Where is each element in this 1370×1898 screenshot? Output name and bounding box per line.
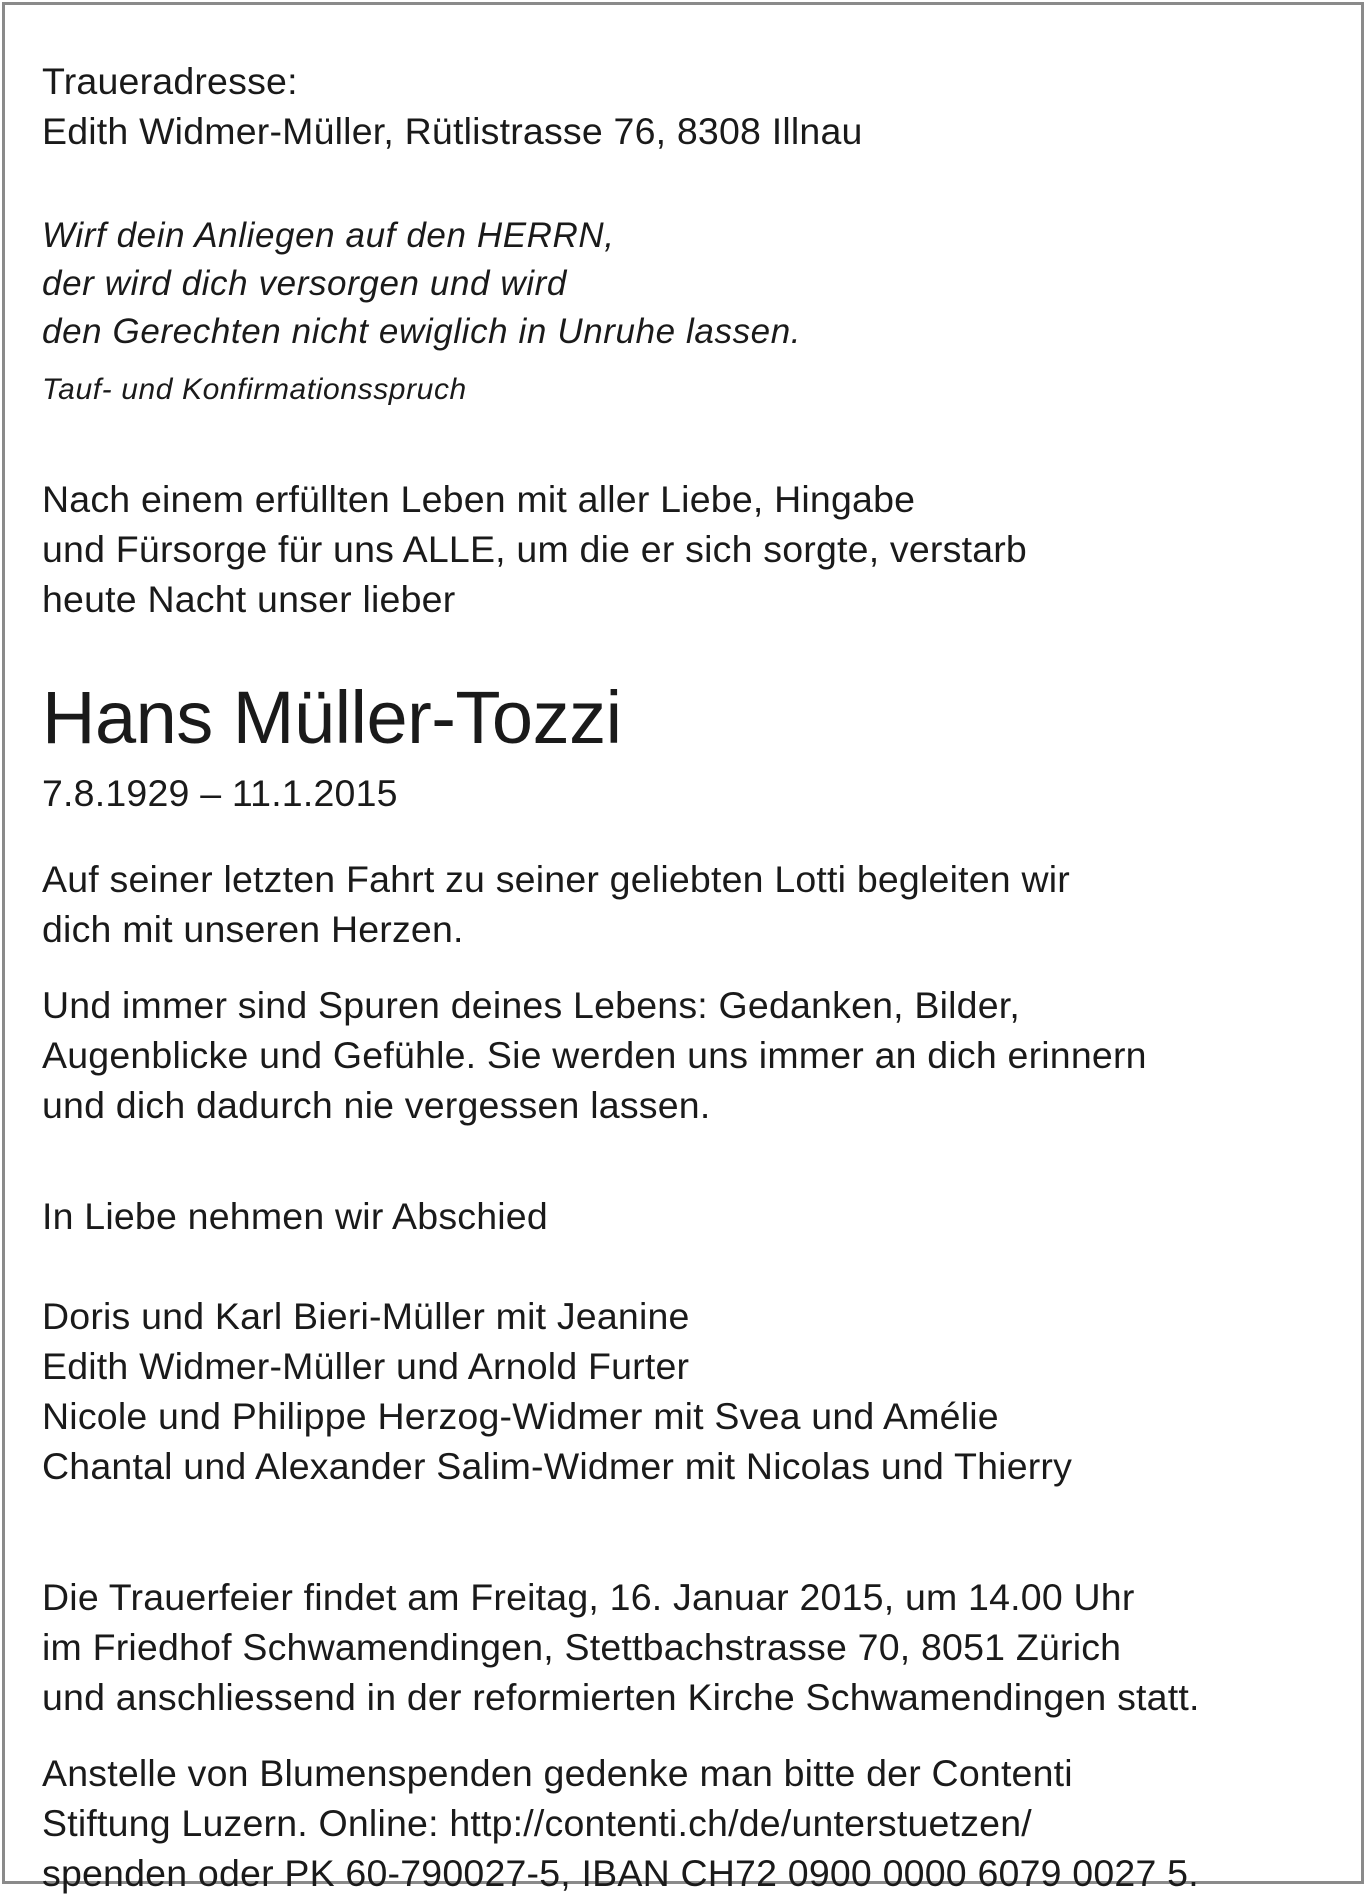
intro-paragraph (42, 474, 1027, 624)
verse-line: der wird dich versorgen und wird (42, 264, 567, 303)
verse-source: Tauf- und Konfirmationsspruch (42, 373, 467, 406)
service-paragraph (42, 1572, 1200, 1722)
donation-line: Stiftung Luzern. Online: http://contenti.ch/de/unterstuetzen/ (42, 1802, 1032, 1844)
life-dates: 7.8.1929 – 11.1.2015 (42, 772, 398, 814)
verse-line: Wirf dein Anliegen auf den HERRN, (42, 216, 615, 255)
bible-verse (42, 212, 801, 356)
service-line: im Friedhof Schwamendingen, Stettbachstrasse 70, 8051 Zürich (42, 1626, 1122, 1668)
farewell-line: dich mit unseren Herzen. (42, 908, 464, 950)
mourner-name: Chantal und Alexander Salim-Widmer mit Nicolas und Thierry (42, 1445, 1073, 1487)
mourners-list (42, 1291, 1072, 1491)
mourner-name: Edith Widmer-Müller und Arnold Furter (42, 1345, 690, 1387)
donation-line: spenden oder PK 60-790027-5, IBAN CH72 0900 0000 6079 0027 5. (42, 1852, 1199, 1894)
memory-line: Augenblicke und Gefühle. Sie werden uns immer an dich erinnern (42, 1034, 1147, 1076)
intro-line: heute Nacht unser lieber (42, 578, 456, 620)
mourners-heading: In Liebe nehmen wir Abschied (42, 1195, 548, 1237)
memory-paragraph (42, 980, 1147, 1130)
donation-line: Anstelle von Blumenspenden gedenke man bitte der Contenti (42, 1752, 1073, 1794)
service-line: und anschliessend in der reformierten Kirche Schwamendingen statt. (42, 1676, 1200, 1718)
deceased-name: Hans Müller-Tozzi (42, 676, 622, 759)
donation-paragraph (42, 1748, 1199, 1898)
service-line: Die Trauerfeier findet am Freitag, 16. Januar 2015, um 14.00 Uhr (42, 1576, 1135, 1618)
address-label: Traueradresse: (42, 60, 298, 102)
verse-line: den Gerechten nicht ewiglich in Unruhe lassen. (42, 312, 802, 351)
mourning-address (42, 56, 863, 156)
address-line: Edith Widmer-Müller, Rütlistrasse 76, 8308 Illnau (42, 110, 863, 152)
farewell-line: Auf seiner letzten Fahrt zu seiner geliebten Lotti begleiten wir (42, 858, 1070, 900)
farewell-paragraph (42, 854, 1070, 954)
mourner-name: Nicole und Philippe Herzog-Widmer mit Svea und Amélie (42, 1395, 999, 1437)
intro-line: Nach einem erfüllten Leben mit aller Liebe, Hingabe (42, 478, 916, 520)
intro-line: und Fürsorge für uns ALLE, um die er sich sorgte, verstarb (42, 528, 1027, 570)
memory-line: Und immer sind Spuren deines Lebens: Gedanken, Bilder, (42, 984, 1021, 1026)
memory-line: und dich dadurch nie vergessen lassen. (42, 1084, 711, 1126)
mourner-name: Doris und Karl Bieri-Müller mit Jeanine (42, 1295, 690, 1337)
